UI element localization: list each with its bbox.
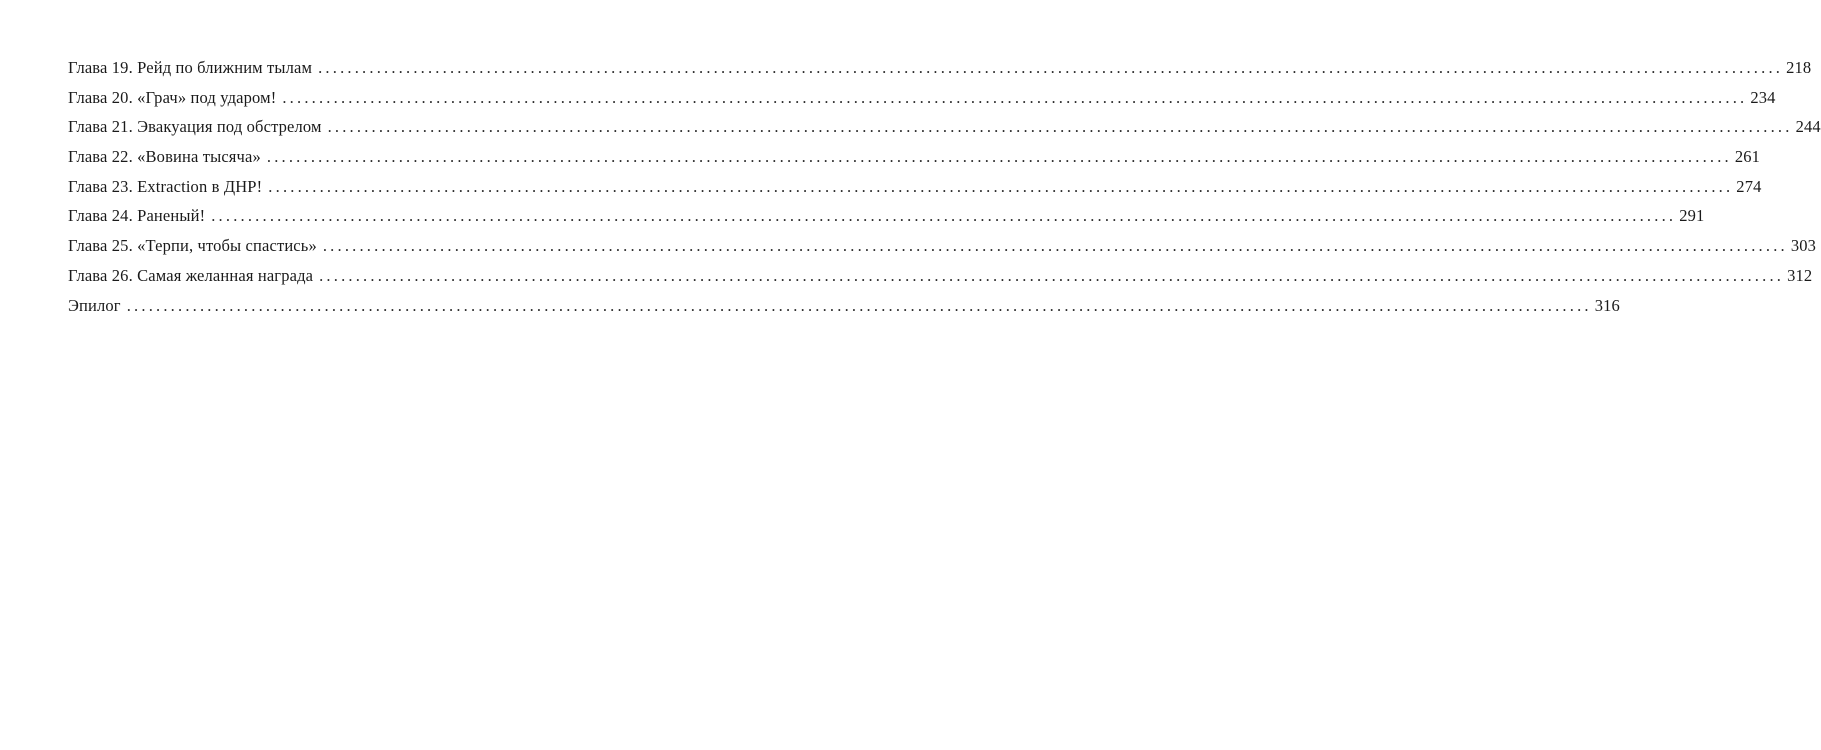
toc-leader-dots: ........................................................................................................................................................................................................	[126, 295, 1592, 315]
toc-entry[interactable]	[68, 147, 1761, 177]
toc-entry-page: 303	[1790, 236, 1817, 256]
toc-entry-title: Глава 24. Раненый!	[68, 206, 206, 226]
table-of-contents	[68, 58, 1821, 325]
toc-leader-dots: ........................................................................................................................................................................................................	[327, 117, 1793, 137]
toc-entry-title: Глава 20. «Грач» под ударом!	[68, 87, 277, 107]
toc-entry[interactable]	[68, 206, 1705, 236]
toc-entry-title: Глава 21. Эвакуация под обстрелом	[68, 117, 322, 137]
toc-entry[interactable]	[68, 236, 1817, 266]
toc-leader-dots: ........................................................................................................................................................................................................	[318, 58, 1784, 77]
toc-entry[interactable]	[68, 58, 1812, 88]
toc-entry-page: 244	[1795, 117, 1821, 137]
toc-entry-title: Глава 19. Рейд по ближним тылам	[68, 58, 313, 77]
toc-leader-dots: ........................................................................................................................................................................................................	[282, 87, 1748, 107]
toc-entry[interactable]	[68, 87, 1776, 118]
toc-entry-title: Глава 26. Самая желанная награда	[68, 265, 314, 285]
toc-leader-dots: ........................................................................................................................................................................................................	[268, 176, 1734, 196]
toc-entry[interactable]	[68, 117, 1821, 147]
toc-entry-page: 291	[1679, 206, 1705, 226]
toc-leader-dots: ........................................................................................................................................................................................................	[319, 265, 1785, 285]
toc-entry-page: 274	[1736, 176, 1762, 196]
toc-leader-dots: ........................................................................................................................................................................................................	[266, 147, 1732, 167]
toc-entry[interactable]	[68, 295, 1620, 326]
toc-entry-page: 316	[1594, 295, 1620, 315]
toc-entry-page: 261	[1734, 147, 1761, 167]
toc-entry-page: 312	[1787, 265, 1813, 285]
toc-entry-title: Глава 25. «Терпи, чтобы спастись»	[68, 236, 317, 256]
toc-entry-title: Глава 23. Extraction в ДНР!	[68, 176, 263, 196]
toc-leader-dots: ........................................................................................................................................................................................................	[211, 206, 1677, 226]
toc-entry-page: 234	[1750, 87, 1776, 107]
toc-entry[interactable]	[68, 265, 1813, 296]
toc-leader-dots: ........................................................................................................................................................................................................	[322, 236, 1788, 256]
toc-entry-title: Глава 22. «Вовина тысяча»	[68, 147, 261, 167]
toc-entry-page: 218	[1786, 58, 1812, 77]
toc-entry-title: Эпилог	[68, 295, 121, 315]
toc-entry[interactable]	[68, 176, 1762, 207]
